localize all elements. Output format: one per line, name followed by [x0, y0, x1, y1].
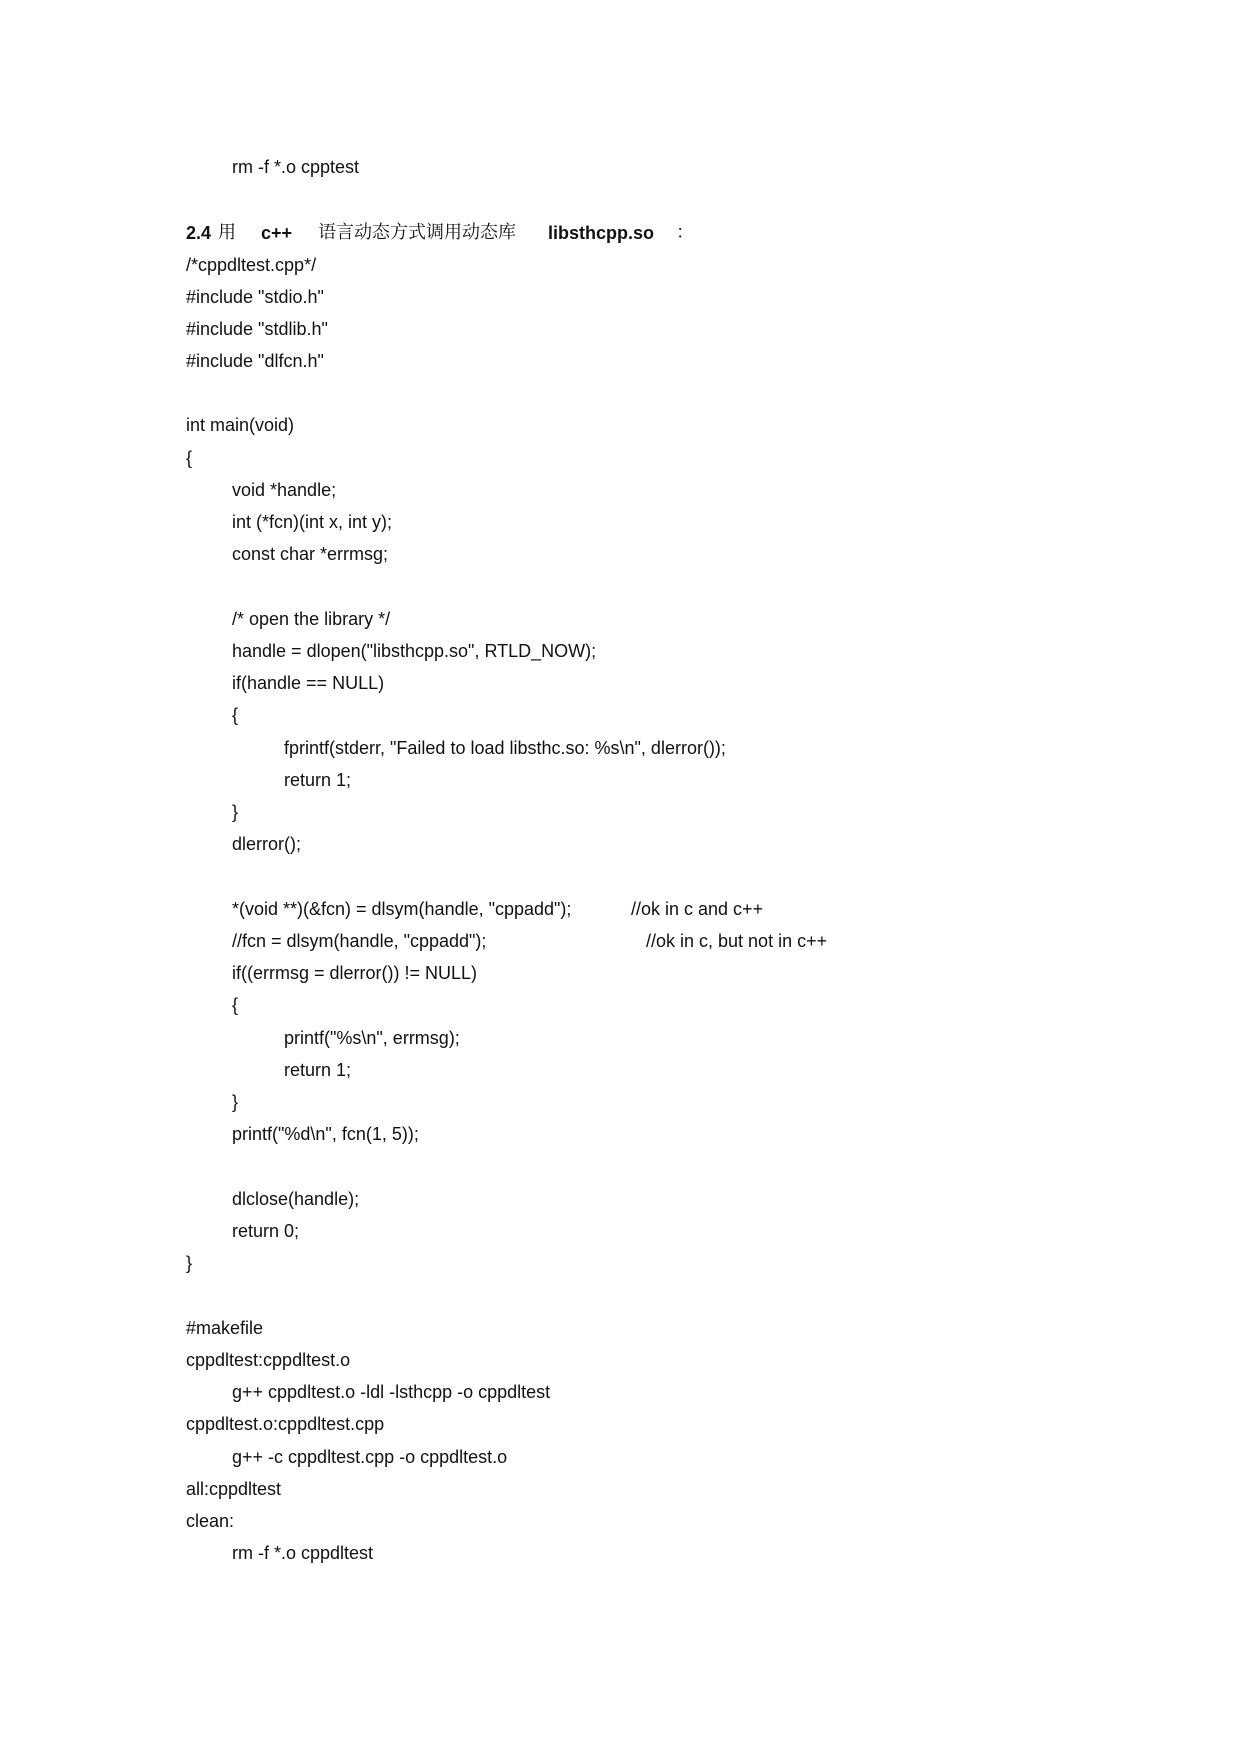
code-main-signature: int main(void) — [186, 415, 295, 435]
code-return0: return 0; — [232, 1221, 300, 1241]
makefile-cmd2: g++ -c cppdltest.cpp -o cppdltest.o — [232, 1447, 508, 1467]
heading-lib: libsthcpp.so — [548, 223, 655, 243]
code-decl-handle: void *handle; — [232, 480, 337, 500]
code-if-errmsg: if((errmsg = dlerror()) != NULL) — [232, 963, 478, 983]
code-decl-errmsg: const char *errmsg; — [232, 544, 389, 564]
code-include-stdio: #include "stdio.h" — [186, 287, 324, 307]
code-include-stdlib: #include "stdlib.h" — [186, 319, 328, 339]
code-brace2-close: } — [232, 1092, 239, 1112]
code-dlsym1-comment: //ok in c and c++ — [631, 899, 764, 919]
heading-colon: ： — [676, 222, 694, 243]
code-fprintf: fprintf(stderr, "Failed to load libsthc.so: %s\n", dlerror()); — [284, 738, 726, 758]
code-decl-fcn: int (*fcn)(int x, int y); — [232, 512, 393, 532]
code-open-brace: { — [186, 448, 193, 468]
makefile-target4: clean: — [186, 1511, 235, 1531]
code-return1b: return 1; — [284, 1060, 352, 1080]
makefile-target2: cppdltest.o:cppdltest.cpp — [186, 1414, 385, 1434]
code-printf-result: printf("%d\n", fcn(1, 5)); — [232, 1124, 419, 1144]
heading-number: 2.4 — [186, 223, 212, 243]
top-command-line: rm -f *.o cpptest — [232, 157, 360, 177]
code-brace2-open: { — [232, 995, 239, 1015]
code-dlsym2-comment: //ok in c, but not in c++ — [646, 931, 828, 951]
code-dlclose: dlclose(handle); — [232, 1189, 360, 1209]
code-dlsym2: //fcn = dlsym(handle, "cppadd"); — [232, 931, 487, 951]
makefile-target3: all:cppdltest — [186, 1479, 282, 1499]
code-dlopen: handle = dlopen("libsthcpp.so", RTLD_NOW); — [232, 641, 597, 661]
section-heading — [186, 222, 706, 244]
heading-text-cn: 语言动态方式调用动态库 — [318, 222, 516, 243]
code-comment-open: /* open the library */ — [232, 609, 391, 629]
code-if-null: if(handle == NULL) — [232, 673, 385, 693]
code-printf-err: printf("%s\n", errmsg); — [284, 1028, 460, 1048]
makefile-target1: cppdltest:cppdltest.o — [186, 1350, 351, 1370]
code-include-dlfcn: #include "dlfcn.h" — [186, 351, 324, 371]
makefile-comment: #makefile — [186, 1318, 264, 1338]
code-dlerror-call: dlerror(); — [232, 834, 302, 854]
code-file-comment: /*cppdltest.cpp*/ — [186, 255, 317, 275]
code-dlsym1: *(void **)(&fcn) = dlsym(handle, "cppadd"); — [232, 899, 572, 919]
code-brace1-open: { — [232, 705, 239, 725]
heading-lang: c++ — [261, 223, 293, 243]
makefile-cmd1: g++ cppdltest.o -ldl -lsthcpp -o cppdltest — [232, 1382, 551, 1402]
code-brace1-close: } — [232, 802, 239, 822]
makefile-cmd4: rm -f *.o cppdltest — [232, 1543, 374, 1563]
code-close-brace: } — [186, 1253, 193, 1273]
code-return1a: return 1; — [284, 770, 352, 790]
heading-char-yong: 用 — [218, 222, 236, 243]
